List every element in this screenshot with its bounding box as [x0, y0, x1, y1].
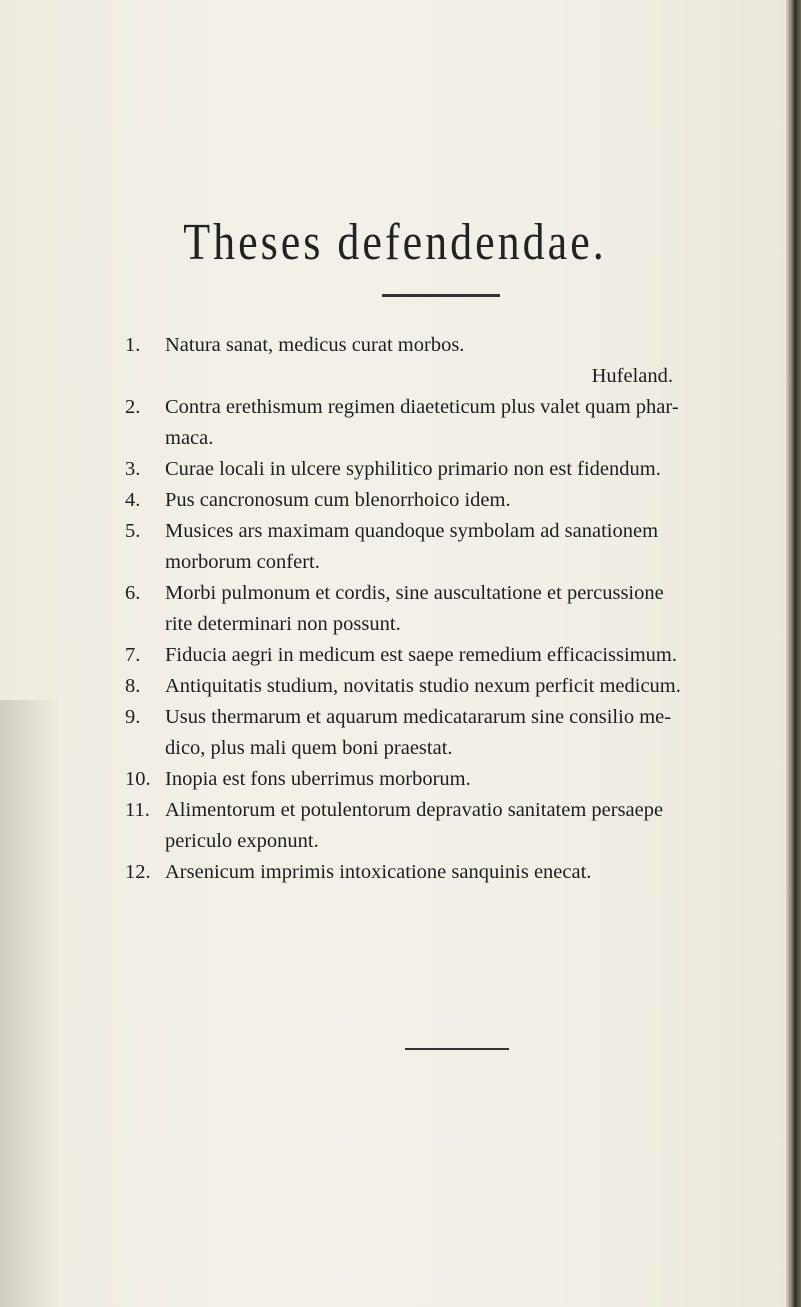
page-title: Theses defendendae. [183, 213, 607, 271]
thesis-number: 2. [125, 396, 141, 418]
thesis-text-line: Arsenicum imprimis intoxicatione sanquinis enecat. [165, 861, 592, 883]
thesis-text-line: Fiducia aegri in medicum est saepe remedium efficacissimum. [165, 644, 677, 666]
thesis-number: 10. [125, 768, 151, 790]
thesis-text-line: Inopia est fons uberrimus morborum. [165, 768, 471, 790]
thesis-text-line: morborum confert. [165, 551, 320, 573]
thesis-number: 1. [125, 334, 141, 356]
thesis-number: 5. [125, 520, 141, 542]
thesis-item [125, 330, 785, 361]
thesis-text-line: maca. [165, 427, 214, 449]
thesis-text-line: Alimentorum et potulentorum depravatio sanitatem persaepe [165, 799, 664, 821]
thesis-number: 9. [125, 706, 141, 728]
thesis-text-line: Morbi pulmonum et cordis, sine auscultatione et percussione [165, 582, 664, 604]
page-edge [786, 0, 801, 1307]
theses-list [125, 330, 785, 888]
thesis-text-line: Natura sanat, medicus curat morbos. [165, 334, 465, 356]
thesis-number: 4. [125, 489, 141, 511]
thesis-item [125, 702, 785, 764]
thesis-text-line: Contra erethismum regimen diaeteticum plus valet quam phar- [165, 396, 679, 418]
thesis-number: 12. [125, 861, 151, 883]
thesis-text-line: Usus thermarum et aquarum medicatararum sine consilio me- [165, 706, 672, 728]
thesis-text-line: dico, plus mali quem boni praestat. [165, 737, 453, 759]
thesis-item [125, 795, 785, 857]
thesis-text-line: Antiquitatis studium, novitatis studio nexum perficit medicum. [165, 675, 681, 697]
thesis-text-line: rite determinari non possunt. [165, 613, 401, 635]
thesis-item [125, 640, 785, 671]
thesis-number: 11. [125, 799, 150, 821]
thesis-item [125, 392, 785, 454]
thesis-text-line: Curae locali in ulcere syphilitico primario non est fidendum. [165, 458, 661, 480]
thesis-item [125, 485, 785, 516]
thesis-number: 7. [125, 644, 141, 666]
thesis-item [125, 516, 785, 578]
thesis-text-line: Pus cancronosum cum blenorrhoico idem. [165, 489, 511, 511]
closing-rule [405, 1048, 509, 1050]
thesis-number: 3. [125, 458, 141, 480]
thesis-item [125, 454, 785, 485]
thesis-text-line: periculo exponunt. [165, 830, 319, 852]
thesis-item [125, 764, 785, 795]
thesis-text-line: Musices ars maximam quandoque symbolam ad sanationem [165, 520, 659, 542]
thesis-number: 6. [125, 582, 141, 604]
title-rule [382, 294, 500, 297]
thesis-item [125, 857, 785, 888]
page-stain [0, 700, 60, 1307]
thesis-number: 8. [125, 675, 141, 697]
thesis-attribution: Hufeland. [591, 365, 673, 387]
thesis-item [125, 671, 785, 702]
thesis-item [125, 578, 785, 640]
